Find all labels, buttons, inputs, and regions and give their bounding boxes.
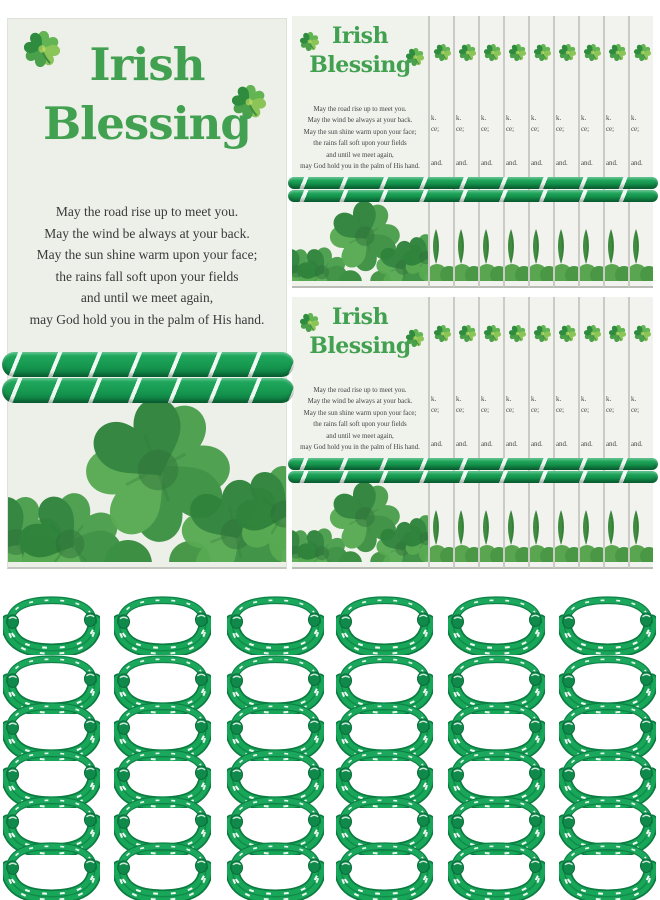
text-fragment: ce; bbox=[556, 407, 565, 414]
paracord-bracelet bbox=[114, 596, 211, 660]
shamrock-icon bbox=[484, 44, 501, 61]
text-fragment: k. bbox=[531, 396, 537, 403]
blessing-text bbox=[292, 104, 428, 172]
text-fragment: ce; bbox=[481, 407, 490, 414]
blessing-line: may God hold you in the palm of His hand. bbox=[29, 311, 265, 327]
watercolor-shamrocks-art bbox=[8, 392, 287, 562]
blessing-line: May the wind be always at your back. bbox=[44, 225, 250, 241]
bracelet bbox=[3, 842, 100, 900]
paracord-band bbox=[288, 177, 658, 202]
shamrock-icon bbox=[559, 44, 576, 61]
text-fragment: ce; bbox=[431, 407, 440, 414]
text-fragment: and. bbox=[506, 441, 518, 448]
stacked-card-edge bbox=[603, 16, 628, 288]
text-fragment: k. bbox=[556, 396, 562, 403]
blessing-line: the rains fall soft upon your fields bbox=[313, 140, 407, 148]
text-fragment: k. bbox=[581, 115, 587, 122]
stacked-card-edge bbox=[453, 297, 478, 569]
text-fragment: k. bbox=[456, 396, 462, 403]
bracelet bbox=[114, 842, 211, 900]
text-fragment: and. bbox=[606, 160, 618, 167]
card-title-line1: Irish bbox=[89, 38, 205, 91]
bracelet bbox=[448, 596, 545, 655]
paracord-band bbox=[288, 458, 658, 483]
bracelet bbox=[336, 842, 433, 900]
text-fragment: ce; bbox=[456, 407, 465, 414]
shamrock-icon bbox=[434, 44, 451, 61]
paracord-bracelet bbox=[3, 596, 100, 660]
stacked-card-edge bbox=[528, 297, 553, 569]
text-fragment: and. bbox=[531, 441, 543, 448]
text-fragment: k. bbox=[506, 396, 512, 403]
shamrock-icon bbox=[609, 325, 626, 342]
blessing-card-front bbox=[292, 16, 428, 288]
paracord-bracelet bbox=[114, 842, 211, 900]
blessing-card-large bbox=[7, 18, 287, 569]
stacked-card-edge bbox=[553, 16, 578, 288]
text-fragment: ce; bbox=[431, 126, 440, 133]
blessing-line: the rains fall soft upon your fields bbox=[55, 268, 239, 284]
shamrock-icon bbox=[609, 44, 626, 61]
bracelet bbox=[559, 842, 656, 900]
stacked-card-edge bbox=[553, 297, 578, 569]
blessing-line: May the road rise up to meet you. bbox=[55, 204, 239, 219]
shamrock-leaves-art bbox=[630, 510, 653, 562]
bracelet bbox=[336, 596, 433, 655]
blessing-line: and until we meet again, bbox=[326, 432, 394, 440]
blessing-text bbox=[292, 385, 428, 453]
stacked-card-edge bbox=[478, 16, 503, 288]
watercolor-shamrocks-art bbox=[292, 198, 428, 281]
text-fragment: ce; bbox=[556, 126, 565, 133]
paracord-bracelet bbox=[227, 842, 324, 900]
paracord-bracelet bbox=[448, 596, 545, 660]
text-fragment: k. bbox=[606, 396, 612, 403]
blessing-line: may God hold you in the palm of His hand. bbox=[300, 444, 420, 452]
blessing-line: May the road rise up to meet you. bbox=[313, 387, 407, 394]
stacked-card-edge bbox=[428, 16, 453, 288]
shamrock-icon bbox=[484, 325, 501, 342]
text-fragment: and. bbox=[606, 441, 618, 448]
shamrock-icon bbox=[634, 325, 651, 342]
bracelet bbox=[448, 842, 545, 900]
text-fragment: and. bbox=[431, 160, 443, 167]
text-fragment: k. bbox=[606, 115, 612, 122]
paracord-strand bbox=[288, 177, 658, 189]
stacked-card-edge bbox=[503, 297, 528, 569]
shamrock-leaves-art bbox=[555, 510, 578, 562]
blessing-card-front bbox=[292, 297, 428, 569]
watercolor-shamrocks-art bbox=[292, 479, 428, 562]
paracord-strand bbox=[288, 471, 658, 483]
shamrock-leaves-art bbox=[455, 229, 478, 281]
text-fragment: ce; bbox=[631, 126, 640, 133]
shamrock-leaves-art bbox=[430, 510, 453, 562]
text-fragment: and. bbox=[531, 160, 543, 167]
text-fragment: k. bbox=[531, 115, 537, 122]
blessing-line: May the wind be always at your back. bbox=[307, 117, 413, 125]
text-fragment: and. bbox=[556, 441, 568, 448]
card-title-line2: Blessing bbox=[43, 97, 251, 150]
blessing-line: May the road rise up to meet you. bbox=[313, 106, 407, 113]
text-fragment: ce; bbox=[531, 126, 540, 133]
shamrock-icon bbox=[534, 44, 551, 61]
shamrock-leaves-art bbox=[580, 510, 603, 562]
shamrock-icon bbox=[584, 325, 601, 342]
text-fragment: and. bbox=[481, 160, 493, 167]
text-fragment: ce; bbox=[581, 126, 590, 133]
text-fragment: and. bbox=[431, 441, 443, 448]
text-fragment: and. bbox=[456, 160, 468, 167]
text-fragment: ce; bbox=[631, 407, 640, 414]
text-fragment: and. bbox=[631, 441, 643, 448]
shamrock-leaves-art bbox=[605, 510, 628, 562]
stacked-card-edge bbox=[603, 297, 628, 569]
card-title: Irish Blessing bbox=[309, 304, 411, 359]
text-fragment: k. bbox=[631, 396, 637, 403]
text-fragment: ce; bbox=[506, 126, 515, 133]
paracord-band bbox=[2, 352, 294, 403]
bracelet bbox=[3, 596, 100, 655]
text-fragment: ce; bbox=[606, 407, 615, 414]
paracord-bracelet bbox=[3, 842, 100, 900]
shamrock-icon bbox=[459, 44, 476, 61]
stacked-card-edge bbox=[578, 16, 603, 288]
paracord-bracelet bbox=[559, 842, 656, 900]
paracord-bracelet bbox=[559, 596, 656, 660]
text-fragment: k. bbox=[506, 115, 512, 122]
shamrock-leaves-art bbox=[430, 229, 453, 281]
paracord-strand bbox=[288, 190, 658, 202]
shamrock-icon bbox=[584, 44, 601, 61]
text-fragment: ce; bbox=[456, 126, 465, 133]
shamrock-icon bbox=[559, 325, 576, 342]
shamrock-leaves-art bbox=[580, 229, 603, 281]
text-fragment: and. bbox=[581, 160, 593, 167]
shamrock-icon bbox=[509, 325, 526, 342]
shamrock-leaves-art bbox=[605, 229, 628, 281]
shamrock-leaves-art bbox=[480, 510, 503, 562]
card-title bbox=[8, 35, 286, 153]
stacked-card-edge bbox=[528, 16, 553, 288]
shamrock-leaves-art bbox=[455, 510, 478, 562]
text-fragment: k. bbox=[431, 396, 437, 403]
watercolor-shamrocks-art bbox=[8, 392, 287, 567]
text-fragment: ce; bbox=[581, 407, 590, 414]
text-fragment: and. bbox=[631, 160, 643, 167]
stacked-card-edge bbox=[478, 297, 503, 569]
text-fragment: ce; bbox=[481, 126, 490, 133]
text-fragment: k. bbox=[581, 396, 587, 403]
blessing-line: May the sun shine warm upon your face; bbox=[303, 128, 417, 136]
paracord-bracelet bbox=[227, 596, 324, 660]
text-fragment: ce; bbox=[606, 126, 615, 133]
paracord-strand bbox=[288, 458, 658, 470]
shamrock-leaves-art bbox=[530, 229, 553, 281]
blessing-line: May the sun shine warm upon your face; bbox=[36, 247, 258, 262]
shamrock-icon bbox=[634, 44, 651, 61]
stacked-card-edge bbox=[628, 297, 653, 569]
shamrock-leaves-art bbox=[555, 229, 578, 281]
text-fragment: k. bbox=[456, 115, 462, 122]
text-fragment: k. bbox=[481, 396, 487, 403]
shamrock-leaves-art bbox=[480, 229, 503, 281]
paracord-strand bbox=[2, 352, 294, 377]
text-fragment: k. bbox=[631, 115, 637, 122]
bracelet bbox=[227, 842, 324, 900]
shamrock-leaves-art bbox=[630, 229, 653, 281]
card-title: Irish Blessing bbox=[309, 23, 411, 78]
text-fragment: ce; bbox=[506, 407, 515, 414]
text-fragment: and. bbox=[581, 441, 593, 448]
shamrock-leaves-art bbox=[530, 510, 553, 562]
blessing-line: and until we meet again, bbox=[80, 290, 214, 305]
blessing-line: the rains fall soft upon your fields bbox=[313, 421, 407, 429]
text-fragment: k. bbox=[556, 115, 562, 122]
stacked-card-edge bbox=[453, 16, 478, 288]
text-fragment: k. bbox=[431, 115, 437, 122]
blessing-line: may God hold you in the palm of His hand. bbox=[300, 163, 420, 171]
bracelet bbox=[227, 596, 324, 655]
shamrock-icon bbox=[509, 44, 526, 61]
blessing-line: and until we meet again, bbox=[326, 151, 394, 159]
text-fragment: ce; bbox=[531, 407, 540, 414]
shamrock-leaves-art bbox=[505, 229, 528, 281]
text-fragment: and. bbox=[456, 441, 468, 448]
stacked-card-edge bbox=[428, 297, 453, 569]
bracelet bbox=[559, 596, 656, 655]
bracelet bbox=[114, 596, 211, 655]
paracord-bracelet bbox=[336, 842, 433, 900]
paracord-bracelet bbox=[336, 596, 433, 660]
text-fragment: and. bbox=[481, 441, 493, 448]
stacked-card-edge bbox=[628, 16, 653, 288]
text-fragment: k. bbox=[481, 115, 487, 122]
stacked-card-edge bbox=[578, 297, 603, 569]
shamrock-leaves-art bbox=[505, 510, 528, 562]
blessing-line: May the wind be always at your back. bbox=[307, 398, 413, 406]
text-fragment: and. bbox=[556, 160, 568, 167]
blessing-text bbox=[8, 201, 286, 330]
shamrock-icon bbox=[459, 325, 476, 342]
stacked-card-edge bbox=[503, 16, 528, 288]
paracord-bracelet bbox=[448, 842, 545, 900]
blessing-line: May the sun shine warm upon your face; bbox=[303, 409, 417, 417]
shamrock-icon bbox=[534, 325, 551, 342]
text-fragment: and. bbox=[506, 160, 518, 167]
shamrock-icon bbox=[434, 325, 451, 342]
paracord-strand bbox=[2, 378, 294, 403]
